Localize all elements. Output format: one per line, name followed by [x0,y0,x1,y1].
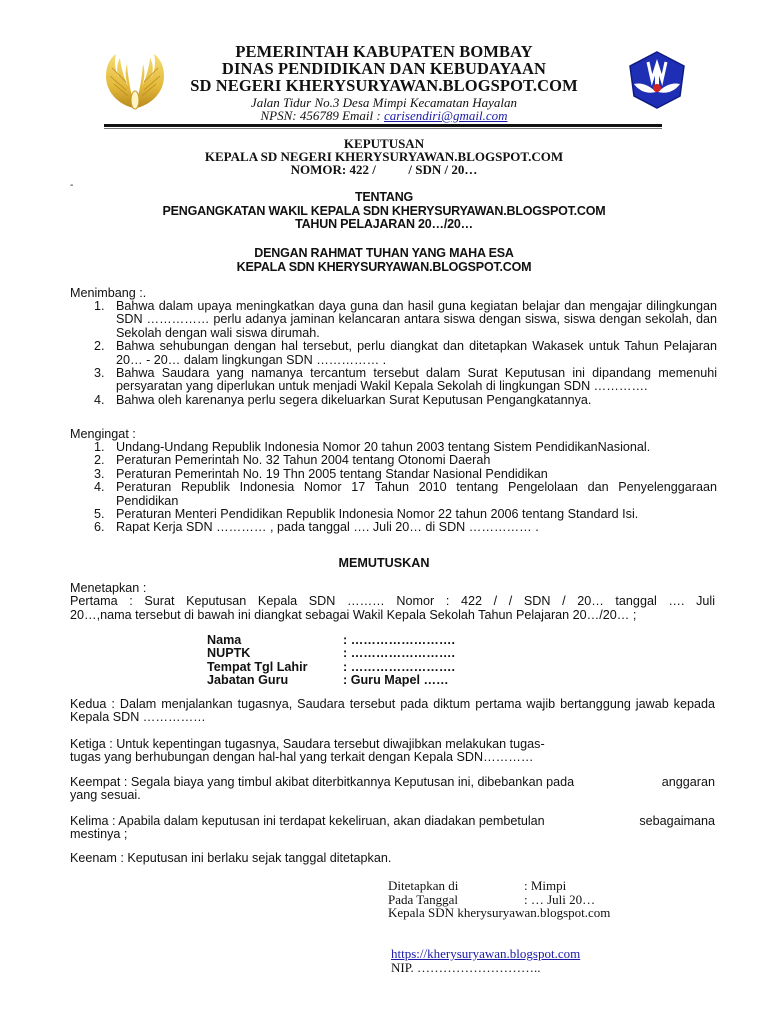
header-divider [104,124,662,127]
mengingat-label: Mengingat : [70,427,136,441]
pertama-line-2: 20…,nama tersebut di bawah ini diangkat sebagai Wakil Kepala Sekolah Tahun Pelajaran 20…/20… ; [70,608,637,622]
kop-line-government: PEMERINTAH KABUPATEN BOMBAY [235,42,533,61]
list-item: 4. Bahwa oleh karenanya perlu segera dikeluarkan Surat Keputusan Pengangkatannya. [94,392,592,407]
list-item: 2. Peraturan Pemerintah No. 32 Tahun 2004 tentang Otonomi Daerah [94,453,491,468]
list-item: 1. Bahwa dalam upaya meningkatkan daya guna dan hasil guna kegiatan belajar dan mengajar dilingkungan SDN …………… perlu adanya jaminan kelancaran antara siswa dengan siswa, siswa dengan sekolah, dan Sekolah dengan wali siswa dirumah. [94,299,717,340]
menimbang-label: Menimbang :. [70,286,147,300]
list-item: 6. Rapat Kerja SDN ………… , pada tanggal …. Juli 20… di SDN …………… . [94,520,539,535]
pertama-line-1: Pertama : Surat Keputusan Kepala SDN ……… Nomor : 422 / / SDN / 20… tanggal …. Juli [70,594,715,608]
header-divider-thin [104,128,662,129]
stray-mark: - [70,180,74,191]
grace-line-2: KEPALA SDN KHERYSURYAWAN.BLOGSPOT.COM [236,260,532,274]
field-tempat-tgl-lahir: Tempat Tgl Lahir : ……………………. [207,659,455,674]
menimbang-list [72,300,717,407]
blog-link[interactable]: https://kherysuryawan.blogspot.com [391,946,581,961]
decree-title: KEPUTUSAN [343,136,425,151]
decree-number: NOMOR: 422 / / SDN / 20… [290,162,478,177]
list-item: 3. Bahwa Saudara yang namanya tercantum tersebut dalam Surat Keputusan ini dipandang memenuhi persyaratan yang diperlukan untuk menjadi Wakil Kepala Sekolah di lingkungan SDN …………. [94,366,717,394]
kelima-line-1-end: sebagaimana [639,814,715,828]
list-item: 2. Bahwa sehubungan dengan hal tersebut, perlu diangkat dan ditetapkan Wakasek untuk Tahun Pelajaran 20… - 20… dalam lingkungan SDN …………… . [94,339,717,367]
about-line-1: PENGANGKATAN WAKIL KEPALA SDN KHERYSURYAWAN.BLOGSPOT.COM [162,204,606,218]
ketiga-line-1: Ketiga : Untuk kepentingan tugasnya, Saudara tersebut diwajibkan melakukan tugas- [70,737,545,751]
kop-line-department: DINAS PENDIDIKAN DAN KEBUDAYAAN [221,59,547,78]
signature-place: Ditetapkan di : Mimpi [388,878,567,893]
mengingat-list [72,441,717,535]
kelima-line-2: mestinya ; [70,827,128,841]
kop-address: Jalan Tidur No.3 Desa Mimpi Kecamatan Hayalan [250,95,518,110]
appointee-fields [207,634,507,688]
field-nuptk: NUPTK : ……………………. [207,646,455,661]
signature-block [388,879,688,920]
ketiga-line-2: tugas yang berhubungan dengan hal-hal yang terkait dengan Kepala SDN………… [70,750,534,764]
npsn-label: NPSN: 456789 Email : [260,108,384,123]
signer-nip: NIP. ……………………….. [391,960,541,975]
kop-contact [0,108,768,123]
kop-line-school: SD NEGERI KHERYSURYAWAN.BLOGSPOT.COM [190,76,578,95]
about-label: TENTANG [354,190,414,204]
kedua-paragraph: Kedua : Dalam menjalankan tugasnya, Saudara tersebut pada diktum pertama wajib bertanggung jawab kepada Kepala SDN …………… [70,697,715,725]
list-item: 4. Peraturan Republik Indonesia Nomor 17 Tahun 2010 tentang Pengelolaan dan Penyelenggaraan Pendidikan [94,480,717,508]
keempat-line-2: yang sesuai. [70,788,141,802]
keenam-paragraph: Keenam : Keputusan ini berlaku sejak tanggal ditetapkan. [70,851,392,865]
menetapkan-label: Menetapkan : [70,581,147,595]
decree-issuer: KEPALA SD NEGERI KHERYSURYAWAN.BLOGSPOT.COM [204,149,564,164]
grace-line-1: DENGAN RAHMAT TUHAN YANG MAHA ESA [254,246,514,260]
kelima-line-1: Kelima : Apabila dalam keputusan ini terdapat kekeliruan, akan diadakan pembetulan [70,814,545,828]
keempat-line-1: Keempat : Segala biaya yang timbul akibat diterbitkannya Keputusan ini, dibebankan pada [70,775,575,789]
list-item: 5. Peraturan Menteri Pendidikan Republik Indonesia Nomor 22 tahun 2006 tentang Standard Isi. [94,507,639,522]
field-nama: Nama : ……………………. [207,633,455,647]
field-jabatan-guru: Jabatan Guru : Guru Mapel …… [207,673,449,688]
list-item: 3. Peraturan Pemerintah No. 19 Thn 2005 tentang Standar Nasional Pendidikan [94,466,548,481]
memutuskan-heading: MEMUTUSKAN [338,556,430,570]
email-link[interactable]: carisendiri@gmail.com [383,108,508,123]
list-item: 1. Undang-Undang Republik Indonesia Nomor 20 tahun 2003 tentang Sistem PendidikanNasional. [94,440,651,454]
about-line-2: TAHUN PELAJARAN 20…/20… [295,217,473,231]
keempat-line-1-end: anggaran [661,775,715,789]
signer-title: Kepala SDN kherysuryawan.blogspot.com [388,905,611,920]
signature-date: Pada Tanggal : … Juli 20… [388,891,596,907]
